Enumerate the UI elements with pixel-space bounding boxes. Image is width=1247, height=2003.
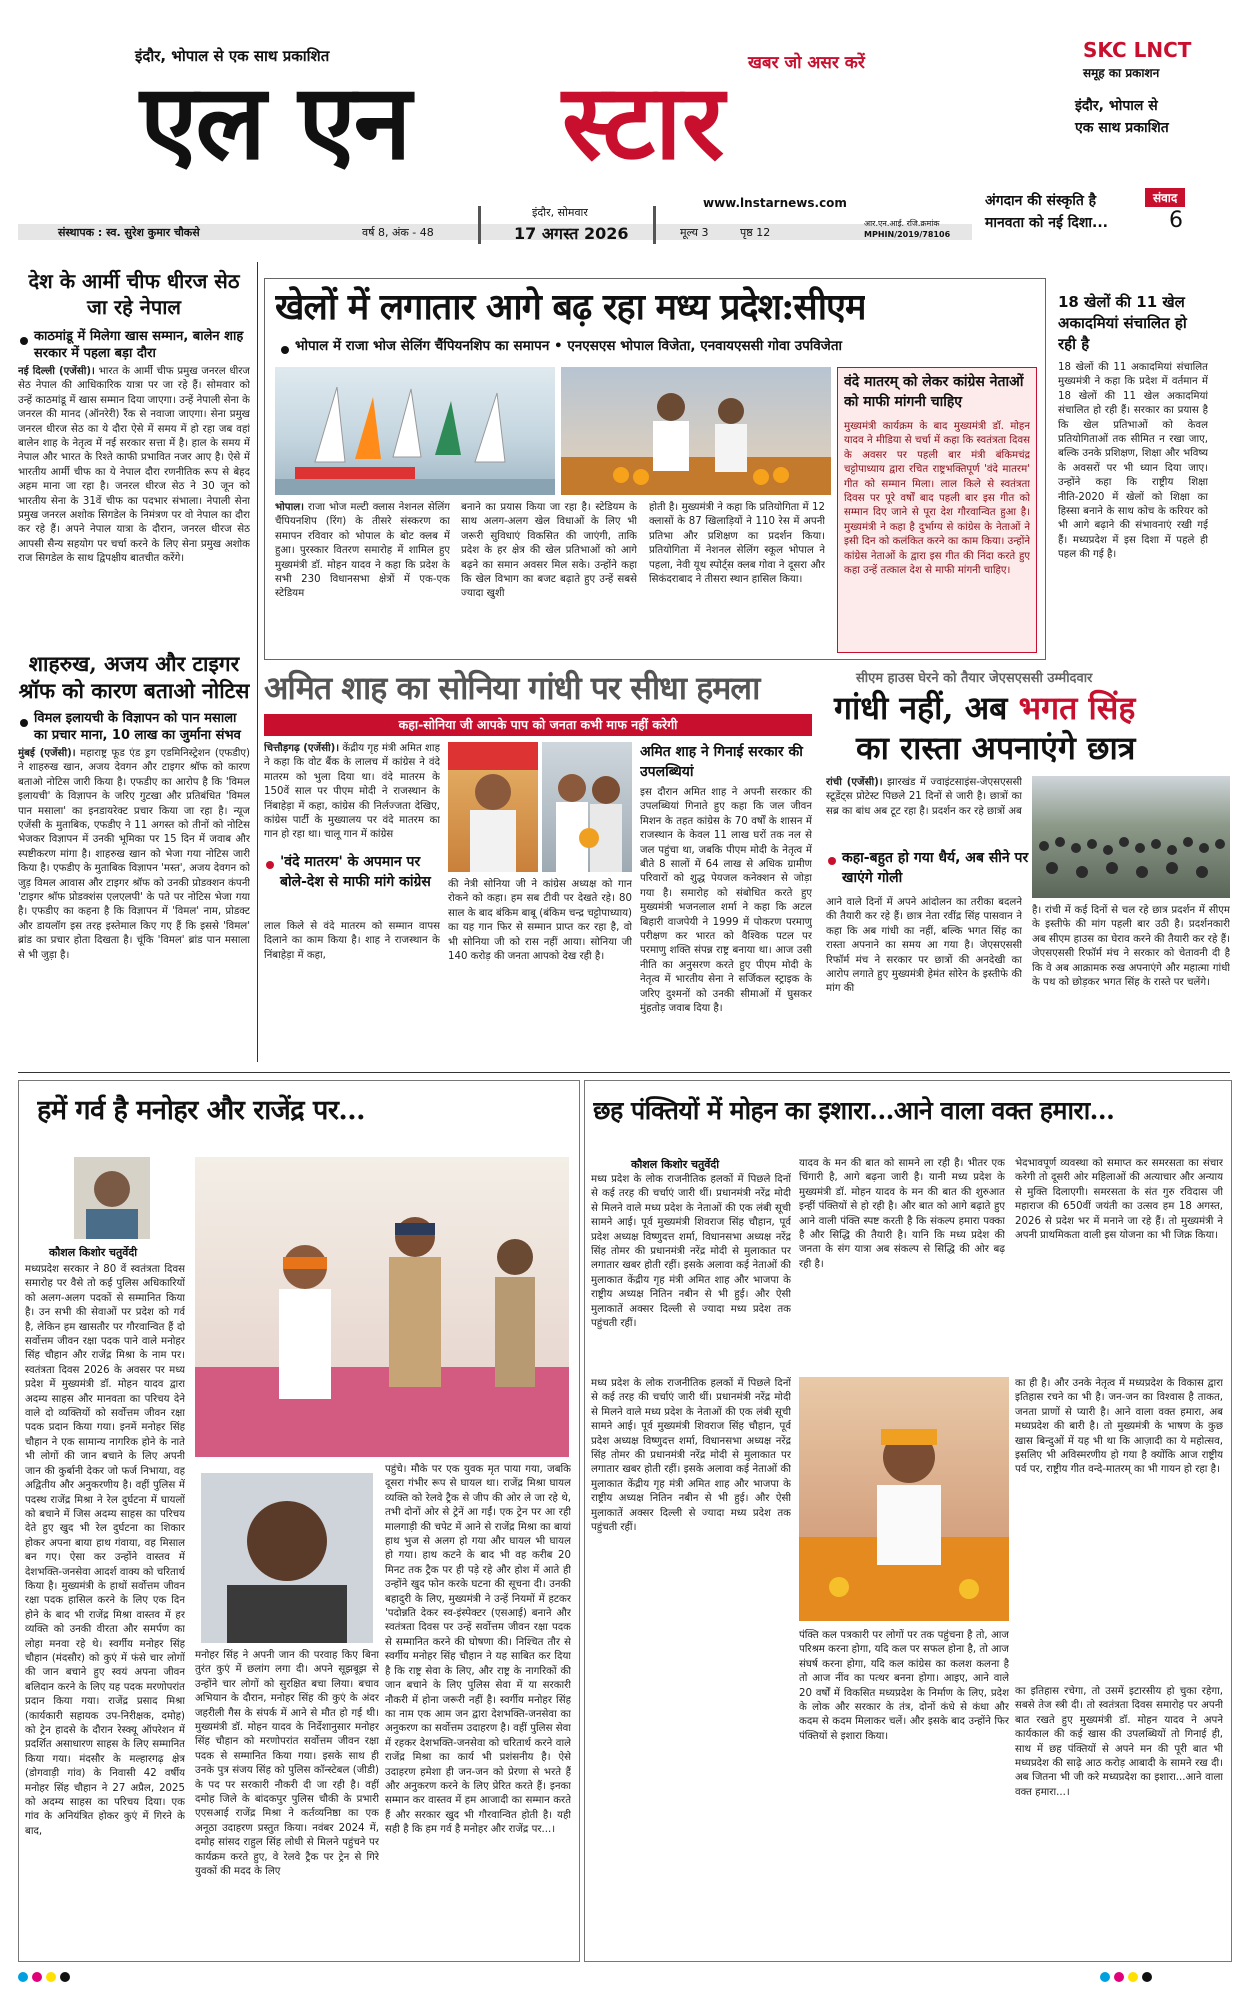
lead-col2-text: बनाने का प्रयास किया जा रहा है। स्टेडियम के साथ अलग-अलग खेल विधाओं के लिए भी जरूरी सुविधाएं विकसित की जाएंगी, ताकि प्रदेश के हर क्षेत्र की खेल प्रतिभाओं को आगे बढ़ने का समान अवसर मिल सके। उन्होंने कहा कि खेल विभाग का बजट बढ़ाते हुए उन्हें सबसे ज्यादा खुशी (461, 502, 637, 600)
protest-crowd (1032, 776, 1230, 898)
amit-col1b-text: लाल किले से वंदे मातरम को सम्मान वापस दिलाने का काम किया है। शाह ने राजस्थान के निंबाहेड़ा में कहा, (264, 921, 440, 961)
mohan-photo (799, 1377, 1009, 1621)
subhead (279, 337, 1055, 355)
website: www.lnstarnews.com (703, 196, 847, 210)
left-column-divider (257, 262, 258, 1062)
masthead-title-red: स्टार (562, 60, 725, 183)
manohar-portrait-shape (201, 1473, 373, 1643)
headline-red: भगत सिंह (1018, 689, 1136, 727)
headline-a: गांधी नहीं, अब (834, 689, 1008, 727)
lead-col1 (275, 501, 450, 651)
manohar-portrait (201, 1473, 373, 1643)
right-line2: एक साथ प्रकाशित (1075, 120, 1169, 136)
price: मूल्य 3 (680, 226, 709, 239)
leaders-photo (542, 742, 632, 872)
ceremony-illustration (561, 367, 831, 495)
vande-box (837, 367, 1037, 653)
dateline: मुंबई (एजेंसी)। (18, 748, 76, 759)
volume: वर्ष 8, अंक - 48 (362, 226, 434, 239)
yellow-dot (46, 1972, 56, 1982)
kicker: सीएम हाउस घेरने को तैयार जेएसएससी उम्मीदवार (856, 671, 1093, 686)
amit-col1b (264, 920, 440, 1060)
sailing-illustration (275, 367, 555, 495)
right-line1: इंदौर, भोपाल से (1075, 98, 1158, 114)
samvad-label: संवाद (1145, 188, 1185, 207)
amit-box-headline: अमित शाह ने गिनाई सरकार की उपलब्धियां (640, 744, 803, 780)
headline: देश के आर्मी चीफ धीरज सेठ जा रहे नेपाल (28, 269, 240, 319)
cyan-dot (1100, 1972, 1110, 1982)
body-text: महाराष्ट्र फूड एंड ड्रग एडमिनिस्ट्रेशन (एफडीए) ने शाहरुख खान, अजय देवगन और टाइगर श्रॉफ को कारण बताओ नोटिस जारी किया है। एफडीए का आरोप है कि 'विमल इलायची' के विज्ञापन के जरिए गुटखा और प्रतिबंधित 'विमल पान मसाला' का इनडायरेक्ट प्रचार किया जा रहा है। न्यूज एजेंसी के मुताबिक, एफडीए ने 11 अगस्त को तीनों को नोटिस भेजकर विज्ञापन में उनकी भूमिका पर 15 दिन में जवाब और स्पष्टीकरण मांगा है। शाहरुख खान को भेजा गया नोटिस जारी किया है। एफडीए के मुताबिक विज्ञापन 'मस्त', अजय देवगन को जुड़ विमल आवास और टाइगर श्रॉफ को उनकी प्रोडक्शन कंपनी 'टाइगर श्रॉफ प्रोडक्शंस एलएलपी' के पते पर नोटिस भेजा गया है। एफडीए का कहना है कि विज्ञापन में 'विमल' नाम, प्रोडक्ट और डायलॉग इस तरह इस्तेमाल किए गए हैं कि इससे 'विमल' ब्रांड का प्रचार होता दिखता है। चूंकि 'विमल' ब्रांड पान मसाला से भी जुड़ा है। (18, 748, 250, 961)
mohan-col2 (799, 1157, 1005, 1369)
black-dot (1142, 1972, 1152, 1982)
mohan-col1-text: मध्य प्रदेश के लोक राजनीतिक हलकों में पिछले दिनों से कई तरह की चर्चाएं जारी थीं। प्रधानमंत्री नरेंद्र मोदी से मिलने वाले मध्य प्रदेश के नेताओं की एक लंबी सूची सामने आई। पूर्व मुख्यमंत्री शिवराज सिंह चौहान, पूर्व प्रदेश अध्यक्ष विष्णुदत्त शर्मा, विधानसभा अध्यक्ष नरेंद्र सिंह तोमर की प्रधानमंत्री नरेंद्र मोदी से मुलाकात पर लगातार खबर होती रहीं। इसके अलावा कई नेताओं की मुलाकात केंद्रीय गृह मंत्री अमित शाह और भाजपा के राष्ट्रीय अध्यक्ष नितिन नबीन से भी हुई। और ऐसी मुलाकातें अक्सर दिल्ली से ज्यादा मध्य प्रदेश तक पहुंचती रहीं। (591, 1174, 791, 1330)
body (1058, 361, 1208, 633)
right-story-academy (1058, 292, 1208, 652)
body-text: भारत के आर्मी चीफ प्रमुख जनरल धीरज सेठ नेपाल की आधिकारिक यात्रा पर जा रहे हैं। सोमवार को उन्हें काठमांडू में खास सम्मान दिया जाएगा। उन्हें नेपाली सेना के जनरल की मानद (ऑनरेरी) रैंक से नवाजा जाएगा। सेना प्रमुख जनरल धीरज सेठ का ये दौरा ऐसे में समय में हो रहा जब वहां बालेन शाह के नेतृत्व में नई सरकार सत्ता में है। हाल के समय में नेपाल और भारत के रिश्ते काफी प्रभावित नजर आए है। ऐसे में भारतीय आर्मी चीफ का ये नेपाल दौरा रणनीतिक रूप से बेहद अहम माना जा रहा है। जनरल धीरज सेठ ने 30 जून को भारतीय सेना के 31वें चीफ का पदभार संभाला। नेपाली सेना प्रमुख जनरल अशोक सिगडेल के निमंत्रण पर वो नेपाल का दौरा कर रहे हैं। अपने नेपाल यात्रा के दौरान, जनरल धीरज सेठ आपसी सैन्य सहयोग पर चर्चा करने के लिए सेना प्रमुख अशोक राज सिगडेल के साथ द्विपक्षीय बातचीत करेंगे। (18, 366, 250, 565)
leaders-portrait (542, 742, 632, 872)
subhead (18, 328, 250, 362)
author-photo (74, 1157, 150, 1239)
samvad-page: 6 (1169, 208, 1183, 233)
author: कौशल किशोर चतुर्वेदी (49, 1246, 138, 1259)
mohan-col3 (1015, 1157, 1223, 1369)
black-dot (60, 1972, 70, 1982)
headline: 18 खेलों की 11 खेल अकादमियां संचालित हो रही है (1058, 293, 1187, 353)
mohan-lower-col3 (1015, 1377, 1223, 1677)
footer-color-bar-right (1100, 1972, 1220, 1982)
regno2: MPHIN/2019/78106 (864, 230, 951, 239)
chhatra-col1-text: झारखंड में ज्वाइंटसाइंस-जेएसएससी स्टूडेंट्स प्रोटेस्ट पिछले 21 दिनों से जारी है। छात्रों का सब्र का बांध अब टूट रहा है। प्रदर्शन कर रहे छात्रों अब (826, 777, 1022, 817)
headline: छह पंक्तियों में मोहन का इशारा...आने वाला वक्त हमारा... (593, 1096, 1115, 1125)
left-story-army (18, 268, 250, 638)
mohan-lower-col1-text: मध्य प्रदेश के लोक राजनीतिक हलकों में पिछले दिनों से कई तरह की चर्चाएं जारी थीं। प्रधानमंत्री नरेंद्र मोदी से मिलने वाले मध्य प्रदेश के नेताओं की एक लंबी सूची सामने आई। पूर्व मुख्यमंत्री शिवराज सिंह चौहान, पूर्व प्रदेश अध्यक्ष विष्णुदत्त शर्मा, विधानसभा अध्यक्ष नरेंद्र सिंह तोमर की प्रधानमंत्री नरेंद्र मोदी से मुलाकात पर लगातार खबर होती रहीं। इसके अलावा कई नेताओं की मुलाकात केंद्रीय गृह मंत्री अमित शाह और भाजपा के राष्ट्रीय अध्यक्ष नितिन नबीन से भी हुई। और ऐसी मुलाकातें अक्सर दिल्ली से ज्यादा मध्य प्रदेश तक पहुंचती रहीं। (591, 1378, 791, 1534)
mohan-lower-col1 (591, 1377, 791, 1953)
amit-box (640, 742, 812, 1060)
subhead (18, 710, 250, 744)
chhatra-subhead (826, 848, 1036, 888)
mohan-lower-col2 (799, 1629, 1009, 1953)
cm-ceremony-photo (561, 367, 831, 495)
manohar-col3 (385, 1463, 571, 1953)
headline: खेलों में लगातार आगे बढ़ रहा मध्य प्रदेश:सीएम (275, 286, 866, 328)
subhead-text: काठमांडू में मिलेगा खास सम्मान, बालेन शाह सरकार में पहला बड़ा दौरा (34, 329, 244, 361)
mohan-lower-col4 (1015, 1685, 1223, 1953)
mohan-lower-col4-text: का इतिहास रचेगा, तो उसमें इटारसीय हो चुका रहेगा, सबसे तेज स्त्री दी। तो स्वतंत्रता दिवस समारोह पर अपनी बात रखते हुए मुख्यमंत्री डॉ. मोहन यादव ने अपने कार्यकाल की कई खास की उपलब्धियों तो गिनाई ही, साथ में छह पंक्तियों से अपने मन की पूरी बात भी मध्यप्रदेश की साढ़े आठ करोड़ आबादी के सामने रख दी। अब जितना भी जी करे मध्यप्रदेश का इशारा...आने वाला वक्त हमारा...। (1015, 1686, 1223, 1798)
manohar-col2-text: मनोहर सिंह ने अपनी जान की परवाह किए बिना तुरंत कुएं में छलांग लगा दी। अपने सूझबूझ से उन्होंने चार लोगों को सुरक्षित बचा लिया। बचाव अभियान के दौरान, मनोहर सिंह की कुएं के अंदर जहरीली गैस के संपर्क में आने से मौत हो गई थी। मुख्यमंत्री डॉ. मोहन यादव के निर्देशानुसार मनोहर सिंह चौहान को मरणोपरांत सर्वोत्तम जीवन रक्षा पदक से सम्मानित किया गया। इसके साथ ही उनके पुत्र संजय सिंह को पुलिस कॉन्स्टेबल (जीडी) के पद पर सरकारी नौकरी दी जा रही है। वहीं दमोह जिले के बांदकपुर पुलिस चौकी के प्रभारी एएसआई राजेंद्र मिश्रा ने कर्तव्यनिष्ठा का एक अनूठा उदाहरण प्रस्तुत किया। नवंबर 2024 में, दमोह सांसद राहुल सिंह लोधी से मिलने पहुंचने पर कार्यक्रम करते हुए, वे रेलवे ट्रैक पर ट्रेन से गिरे युवकों की मदद के लिए (195, 1650, 379, 1878)
mohan-col1 (591, 1173, 791, 1369)
dateline: भोपाल। (275, 502, 304, 513)
amit-box-body-text: इस दौरान अमित शाह ने अपनी सरकार की उपलब्धियां गिनाते हुए कहा कि जल जीवन मिशन के तहत कांग्रेस के 70 वर्षों के शासन में राजस्थान के केवल 11 लाख घरों तक नल से जल पहुंचा था, जबकि पीएम मोदी के नेतृत्व में बीते 8 सालों में 64 लाख से अधिक ग्रामीण परिवारों को शुद्ध पेयजल कनेक्शन से जोड़ा गया है। समारोह को संबोधित करते हुए मुख्यमंत्री भजनलाल शर्मा ने कहा कि अटल बिहारी वाजपेयी ने 1999 में पोकरण परमाणु परीक्षण कर भारत को वैश्विक पटल पर परमाणु शक्ति संपन्न राष्ट्र बनाया था। आज उसी नीति का अनुसरण करते हुए पीएम मोदी के नेतृत्व में भारतीय सेना ने सर्जिकल स्ट्राइक के जरिए दुश्मनों को उनकी सीमाओं में घुसकर मुंहतोड़ जवाब दिया है। (640, 787, 812, 1015)
body-text: 18 खेलों की 11 अकादमियां संचालित मुख्यमंत्री ने कहा कि प्रदेश में वर्तमान में 18 खेलों की 11 खेल अकादमियां संचालित हो रही हैं। सरकार का प्रयास है कि खेल प्रतिभाओं को केवल प्रतियोगिताओं तक सीमित न रखा जाए, बल्कि उनके प्रशिक्षण, शिक्षा और भविष्य के अवसरों पर भी ध्यान दिया जाए। उन्होंने कहा कि राष्ट्रीय शिक्षा नीति-2020 में खेलों को शिक्षा का हिस्सा बनाने के साथ कोच के करियर को भी आगे बढ़ाने की संभावनाएं रखी गई हैं। मध्यप्रदेश में इस दिशा में पहले ही पहल की गई है। (1058, 362, 1208, 561)
samvad-line1: अंगदान की संस्कृति है (985, 193, 1097, 209)
mohan-speech (799, 1377, 1009, 1621)
chhatra-col2 (1032, 904, 1230, 1060)
mohan-story (584, 1080, 1232, 1962)
brand-right: SKC LNCT (1083, 38, 1192, 62)
tagline-top: इंदौर, भोपाल से एक साथ प्रकाशित (135, 47, 330, 65)
amit-col1 (264, 742, 440, 848)
dateline: रांची (एजेंसी)। (826, 777, 883, 788)
headline-line1 (834, 688, 1135, 728)
samvad-line2: मानवता को नई दिशा... (985, 215, 1108, 231)
author-portrait (74, 1157, 150, 1239)
chhatra-subhead-text: कहा-बहुत हो गया धैर्य, अब सीने पर खाएंगे गोली (842, 850, 1029, 886)
section-divider (18, 1072, 1230, 1073)
chhatra-col1 (826, 776, 1022, 844)
magenta-dot (1114, 1972, 1124, 1982)
headline: हमें गर्व है मनोहर और राजेंद्र पर... (37, 1095, 366, 1126)
amit-col2 (448, 878, 632, 1060)
amit-shah-portrait (448, 742, 538, 872)
lead-col3 (649, 501, 825, 651)
amit-subhead (264, 852, 450, 892)
author: कौशल किशोर चतुर्वेदी (631, 1158, 720, 1171)
city-day: इंदौर, सोमवार (532, 206, 588, 219)
dateline: नई दिल्ली (एजेंसी)। (18, 366, 95, 377)
pages: पृष्ठ 12 (740, 226, 771, 239)
footer-color-bar-left (18, 1972, 138, 1982)
samvad-flag (1139, 188, 1209, 240)
headline: अमित शाह का सोनिया गांधी पर सीधा हमला (264, 669, 760, 707)
vande-body (844, 420, 1030, 646)
body (18, 365, 250, 633)
cyan-dot (18, 1972, 28, 1982)
chhatra-col2-text: है। रांची में कई दिनों से चल रहे छात्र प्रदर्शन में सीएम के इस्तीफे की मांग पहली बार उठी है। प्रदर्शनकारी अब सीएम हाउस का घेराव करने की तैयारी कर रहे हैं। जेएसएससी रिफॉर्म मंच ने सरकार को चेतावनी दी है कि वे अब आक्रामक रुख अपनाएंगे और महात्मा गांधी के पथ को छोड़कर भगत सिंह के रास्ते पर चलेंगे। (1032, 905, 1230, 989)
headline-b: का रास्ता अपनाएंगे छात्र (856, 729, 1136, 767)
mohan-col3-text: भेदभावपूर्ण व्यवस्था को समाप्त कर समरसता का संचार करेगी तो दूसरी ओर महिलाओं की अत्याचार और अन्याय से मुक्ति दिलाएगी। समरसता के संत गुरु रविदास जी महाराज की 650वीं जयंती का उत्सव हम 18 अगस्त, 2026 से प्रदेश भर में मनाने जा रहे हैं। तो मुख्यमंत्री ने अपनी प्राथमिकता वाली इस योजना का भी जिक्र किया। (1015, 1158, 1223, 1242)
body (18, 747, 250, 1007)
chhatra-col1b (826, 896, 1022, 1060)
vande-headline: वंदे मातरम् को लेकर कांग्रेस नेताओं को माफी मांगनी चाहिए (844, 374, 1024, 410)
lead-col2 (461, 501, 637, 651)
slogan: खबर जो असर करें (748, 53, 865, 73)
sailing-photo (275, 367, 555, 495)
masthead (0, 0, 1247, 243)
lead-col1-text: राजा भोज मल्टी क्लास नेशनल सेलिंग चैंपियनशिप (रिंग) के तीसरे संस्करण का समापन रविवार को भोपाल के बोट क्लब में हुआ। पुरस्कार वितरण समारोह में शामिल हुए मुख्यमंत्री डॉ. मोहन यादव ने कहा कि प्रदेश के सभी 230 विधानसभा क्षेत्रों में एक-एक स्टेडियम (275, 502, 450, 600)
subhead-text: विमल इलायची के विज्ञापन को पान मसाला का प्रचार माना, 10 लाख का जुर्माना संभव (34, 711, 241, 743)
chhatra-col1b-text: आने वाले दिनों में अपने आंदोलन का तरीका बदलने की तैयारी कर रहे हैं। छात्र नेता रवींद्र सिंह पासवान ने कहा कि अब गांधी का नहीं, बल्कि भगत सिंह का रास्ता अपनाने का समय आ गया है। जेएसएससी रिफॉर्म मंच ने सरकार पर छात्रों की अनदेखी का आरोप लगाते हुए मुख्यमंत्री हेमंत सोरेन के इस्तीफे की मांग की (826, 897, 1022, 995)
yellow-dot (1128, 1972, 1138, 1982)
magenta-dot (32, 1972, 42, 1982)
protest-photo (1032, 776, 1230, 898)
mohan-col2-text: यादव के मन की बात को सामने ला रही है। भीतर एक चिंगारी है, आगे बढ़ना जारी है। यानी मध्य प्रदेश के मुख्यमंत्री डॉ. मोहन यादव के मन की बात की शुरुआत इन्हीं पंक्तियों से हो रही है। और बात को आगे बढ़ाते हुए आने वाली पंक्ति स्पष्ट करती है कि संकल्प हमारा पक्का है और सिद्धि की तैयारी है। यानि कि मध्य प्रदेश की जनता के संग यात्रा अब संकल्प से सिद्धि की ओर बढ़ रही है। (799, 1158, 1005, 1270)
amit-box-body (640, 786, 812, 1052)
founder: संस्थापक : स्व. सुरेश कुमार चौकसे (58, 226, 200, 239)
manohar-col2 (195, 1649, 379, 1953)
chhatra-story (826, 668, 1230, 1068)
regno: आर.एन.आई. रजि.क्रमांक (864, 219, 940, 228)
amit-shah-photo (448, 742, 538, 872)
amit-col2-text: की नेत्री सोनिया जी ने कांग्रेस अध्यक्ष को गान रोकने को कहा। हम सब टीवी पर देखते रहे। 80 साल के बाद बंकिम बाबू (बंकिम चन्द्र चट्टोपाध्याय) का यह गान फिर से सम्मान प्राप्त कर रहा है, वो भी सोनिया जी को रास नहीं आया। सोनिया जी 140 करोड़ की जनता आपको देख रही है। (448, 879, 632, 963)
masthead-title-black: एल एन (140, 60, 410, 183)
amit-col1-text: केंद्रीय गृह मंत्री अमित शाह ने कहा कि वोट बैंक के लालच में कांग्रेस ने वंदे मातरम को भुला दिया था। वंदे मातरम के 150वें साल पर पीएम मोदी ने राजस्थान के निंबाहेड़ा में कहा, कांग्रेस की निर्लज्जता देखिए, कांग्रेस पार्टी के मुख्यालय पर वंदे मातरम का गान हो रहा था। चालू गान में कांग्रेस (264, 743, 440, 841)
headline: शाहरुख, अजय और टाइगर श्रॉफ को कारण बताओ नोटिस (18, 651, 250, 703)
mohan-lower-col2-text: पंक्ति कल पत्रकारी पर लोगों पर तक पहुंचना है तो, आज परिश्रम करना होगा, यदि कल पर सफल होना है, तो आज संघर्ष करना होगा, यदि कल कांग्रेस का कलश कलना है तो आज नींव का पत्थर बनना होगा। आइए, आने वाले 20 वर्षों में विकसित मध्यप्रदेश के निर्माण के लिए, प्रदेश के लोक और सरकार के तंत्र, दोनों कंधे से कंधा और कदम से कदम मिलाकर चलें। और इसके बाद उन्होंने फिर पंक्तियों से इशारा किया। (799, 1630, 1009, 1742)
manohar-story (18, 1080, 580, 1962)
manohar-col1 (25, 1263, 185, 1953)
amit-story (264, 668, 812, 1068)
brand-right-sub: समूह का प्रकाशन (1083, 66, 1160, 80)
lead-col3-text: होती है। मुख्यमंत्री ने कहा कि प्रतियोगिता में 12 क्लासों के 87 खिलाड़ियों ने 110 रेस में अपनी प्रतिभा और प्रशिक्षण का प्रदर्शन किया। प्रतियोगिता में नेशनल सेलिंग स्कूल भोपाल ने पहला, नेवी यूथ स्पोर्ट्स क्लब गोवा ने दूसरा और सिकंदराबाद ने तीसरा स्थान हासिल किया। (649, 502, 825, 586)
mohan-lower-col3-text: का ही है। और उनके नेतृत्व में मध्यप्रदेश के विकास द्वारा इतिहास रचने का भी है। जन-जन का विश्वास है ताकत, जनता प्राणों से प्यारी है। आने वाला वक्त हमारा, अब मध्यप्रदेश की बारी है। तो मुख्यमंत्री के भाषण के कुछ खास बिन्दुओं में यह भी था कि आज़ादी का ये महोत्सव, इसलिए भी अविस्मरणीय हो गया है क्योंकि आज राष्ट्रीय पर्व पर, राष्ट्रीय गीत वन्दे-मातरम् का भी गायन हो रहा है। (1015, 1378, 1223, 1476)
left-story-notice (18, 650, 250, 1065)
manohar-col1-text: मध्यप्रदेश सरकार ने 80 वें स्वतंत्रता दिवस समारोह पर वैसे तो कई पुलिस अधिकारियों को अलग-अलग पदकों से सम्मानित किया है। उन सभी की सेवाओं पर प्रदेश को गर्व है, लेकिन हम खासतौर पर गौरवान्वित हैं दो सर्वोत्तम जीवन रक्षा पदक पाने वाले मनोहर सिंह चौहान और राजेंद्र मिश्रा के नाम पर। स्वतंत्रता दिवस 2026 के अवसर पर मध्य प्रदेश में मुख्यमंत्री डॉ. मोहन यादव द्वारा अदम्य साहस और मानवता का परिचय देने वाले दो व्यक्तियों को सर्वोत्तम जीवन रक्षा पदक प्रदान किया गया। इनमें मनोहर सिंह चौहान ने एक सामान्य नागरिक होने के नाते भी लोगों की जान बचाने के लिए अपनी जान की कुर्बानी देकर जो फर्ज निभाया, वह अद्वितीय और अनुकरणीय है। वहीं पुलिस में पदस्थ राजेंद्र मिश्रा ने रेल दुर्घटना में घायलों को बचाने में जिस अदम्य साहस का परिचय देते हुए खुद भी रेल दुर्घटना का शिकार होकर अपना बाया हाथ गंवाया, वह मिसाल बन गए। ऐसा कर उन्होंने वास्तव में देशभक्ति-जनसेवा आदर्श वाक्य को चरितार्थ किया है। मुख्यमंत्री के हाथों सर्वोत्तम जीवन रक्षा पदक हासिल करने के लिए एक दिन होने के बाद भी राजेंद्र मिश्रा वास्तव में हर व्यक्ति को उनकी वीरता और समर्पण का लोहा मनवा रहे थे। स्वर्गीय मनोहर सिंह चौहान (मंदसौर) को कुएं में फंसे चार लोगों की जान बचाने हुए स्वयं अपना जीवन बलिदान करने के लिए यह पदक मरणोपरांत प्रदान किया गया। राजेंद्र प्रसाद मिश्रा (कार्यकारी सहायक उप-निरीक्षक, दमोह) को ट्रेन हादसे के दौरान रेस्क्यू ऑपरेशन में प्रदर्शित असाधारण साहस के लिए सम्मानित किया गया। मंदसौर के मल्हारगढ़ क्षेत्र (डोगवाड़ी गांव) के निवासी 42 वर्षीय मनोहर सिंह चौहान ने 27 अप्रैल, 2025 को अदम्य साहस का परिचय दिया। एक गांव के अनियंत्रित होकर कुएं में गिरने के बाद, (25, 1264, 185, 1837)
dateline: चित्तौड़गढ़ (एजेंसी)। (264, 743, 340, 754)
lead-story (264, 278, 1046, 660)
vande-body-text: मुख्यमंत्री कार्यक्रम के बाद मुख्यमंत्री डॉ. मोहन यादव ने मीडिया से चर्चा में कहा कि स्वतंत्रता दिवस के अवसर पर पहली बार मंत्री बंकिमचंद्र चट्टोपाध्याय द्वारा रचित राष्ट्रभक्तिपूर्ण 'वंदे मातरम' गीत को सम्मान मिला। लाल किले से स्वतंत्रता दिवस पर पूरे वर्षों बाद पहली बार इस गीत को सम्मान दिए जाने से पूरा देश गौरवान्वित हुआ है। मुख्यमंत्री ने कहा है दुर्भाग्य से कांग्रेस के नेताओं ने इसी दिन को कलंकित करने का काम किया। उन्होंने कांग्रेस नेताओं के द्वारा इस गीत की निंदा करते हुए कहा उन्हें तत्काल देश से माफी मांगनी चाहिए। (844, 421, 1030, 577)
award-ceremony (195, 1157, 569, 1457)
subhead-text: भोपाल में राजा भोज सेलिंग चैंपियनशिप का समापन • एनएसएस भोपाल विजेता, एनवायएससी गोवा उपविजेता (295, 338, 843, 354)
manohar-col3-text: पहुंचे। मौके पर एक युवक मृत पाया गया, जबकि दूसरा गंभीर रूप से घायल था। राजेंद्र मिश्रा घायल व्यक्ति को रेलवे ट्रैक से जीप की ओर ले जा रहे थे, तभी दोनों ओर से ट्रेनें आ गईं। एक ट्रेन पर आ रही मालगाड़ी की चपेट में आने से राजेंद्र मिश्रा का बायां हाथ भुज से अलग हो गया और घायल भी घायल हो गया। हाथ कटने के बाद भी वह करीब 20 मिनट तक ट्रैक पर ही पड़े रहे और होश में आते ही उन्होंने खुद फोन करके घटना की सूचना दी। उनकी बहादुरी के लिए, मुख्यमंत्री ने उन्हें नियमों में हटकर 'पदोन्नति देकर स्व-इंस्पेक्टर (एसआई) बनाने और स्वतंत्रता दिवस पर उन्हें सर्वोत्तम जीवन रक्षा पदक से सम्मानित करने की घोषणा की। निश्चित तौर से स्वर्गीय मनोहर सिंह चौहान ने यह साबित कर दिया है कि राष्ट्र सेवा के लिए, और राष्ट्र के नागरिकों की जान बचाने के लिए पुलिस सेवा में या सरकारी नौकरी में होना जरूरी नहीं है। स्वर्गीय मनोहर सिंह का नाम एक आम जन द्वारा देशभक्ति-जनसेवा का अनुकरण का सर्वोत्तम उदाहरण है। वहीं पुलिस सेवा में रहकर देशभक्ति-जनसेवा को चरितार्थ करने वाले राजेंद्र मिश्रा का कार्य भी प्रशंसनीय है। ऐसे उदाहरण हमेशा ही जन-जन को प्रेरणा से भरते हैं और अनुकरण करने के लिए प्रेरित करते हैं। इनका सम्मान कर वास्तव में हम आजादी का सम्मान करते हैं और सरकार खुद भी गौरवान्वित होती है। यही सही है कि हम गर्व है मनोहर और राजेंद्र पर...। (385, 1464, 571, 1836)
issue-date: 17 अगस्त 2026 (514, 224, 629, 243)
award-photo (195, 1157, 569, 1457)
amit-subhead-text: 'वंदे मातरम' के अपमान पर बोले-देश से माफी मांगे कांग्रेस (280, 854, 431, 890)
strap: कहा-सोनिया जी आपके पाप को जनता कभी माफ नहीं करेगी (264, 714, 812, 736)
